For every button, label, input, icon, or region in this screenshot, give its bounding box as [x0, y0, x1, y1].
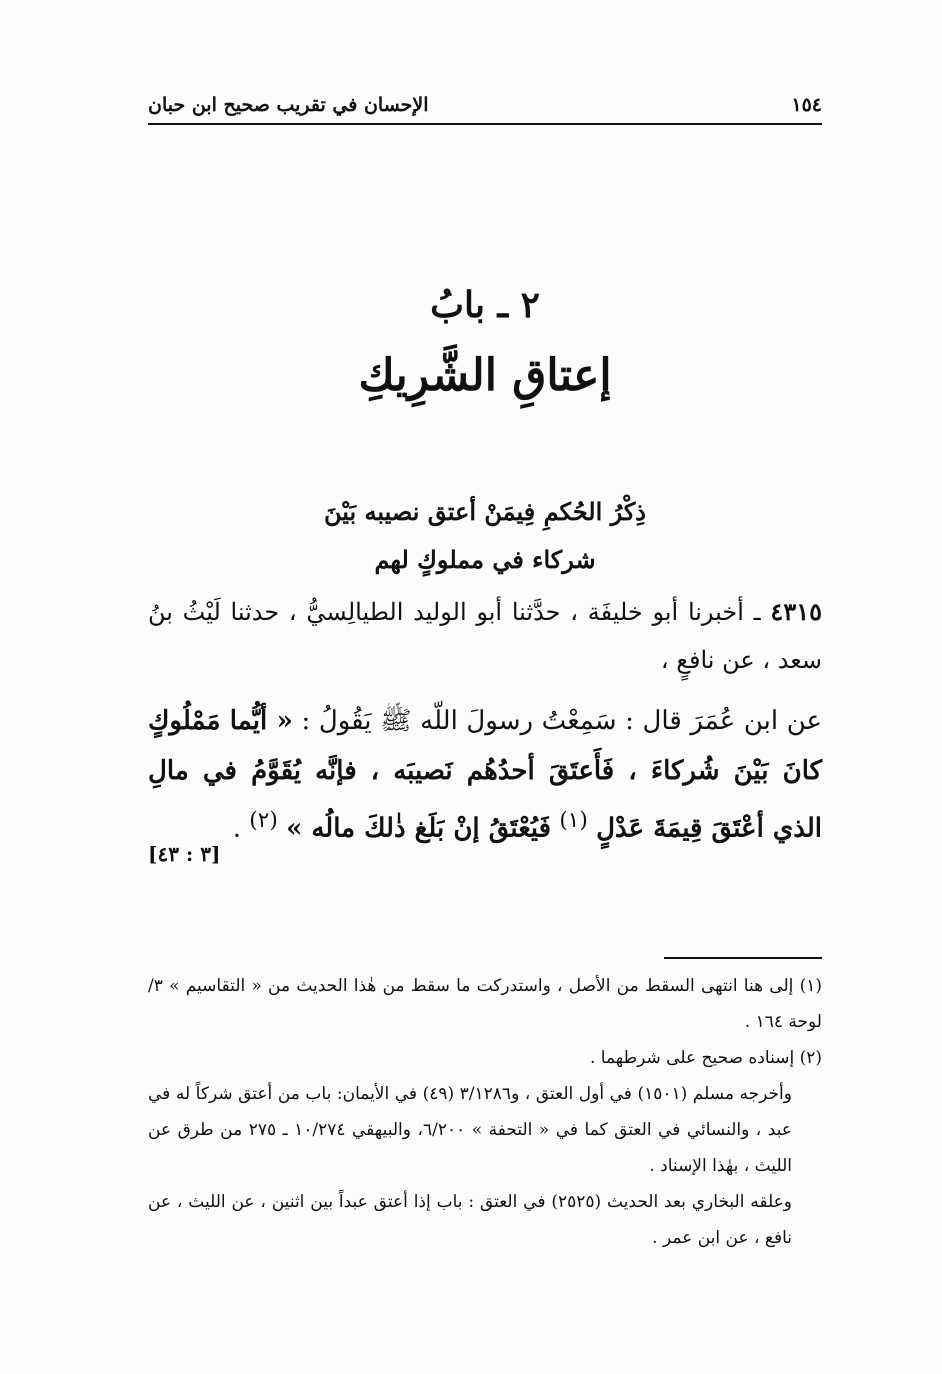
- section-heading-line-1: ذِكْرُ الحُكمِ فِيمَنْ أعتق نصيبه بَيْنَ: [324, 497, 646, 526]
- footnotes: [148, 968, 822, 1256]
- hadith-period: .: [232, 813, 241, 844]
- page-number: ١٥٤: [791, 94, 822, 116]
- hadith-quote: « أيُّما مَمْلُوكٍ كانَ بَيْنَ شُركاءَ ، فَأَعتَقَ أحدُهُم نَصيبَه ، فإنَّه يُقَوَّمُ في مالِ الذي أعْتَقَ قِيمَةَ عَدْلٍ: [148, 706, 822, 844]
- hadith-narrator: عن ابن عُمَرَ قال : سَمِعْتُ رسولَ اللّه ﷺ يَقُولُ :: [301, 706, 822, 736]
- footnote-marker-2: (٢): [249, 808, 278, 833]
- chapter-number: ٢ ـ بابُ: [430, 284, 540, 326]
- chapter-title: إعتاقِ الشَّرِيكِ: [358, 350, 612, 401]
- hadith-number: ٤٣١٥: [770, 597, 822, 626]
- footnote-2-takhrij-1: وأخرجه مسلم (١٥٠١) في أول العتق ، و٣/١٢٨٦ (٤٩) في الأيمان: باب من أعتق شركاً له في عبد ، والنسائي في العتق كما في « التحفة » ٦/٢٠٠، والبيهقي ١٠/٢٧٤ ـ ٢٧٥ من طرق عن الليث ، بهٰذا الإسناد .: [148, 1084, 792, 1176]
- footnote-marker-1: (١): [559, 808, 588, 833]
- running-head: [148, 84, 822, 116]
- footnote-1: (١) إلى هنا انتهى السقط من الأصل ، واستدركت ما سقط من هٰذا الحديث من « التقاسيم » ٣/لوحة ١٦٤ .: [148, 976, 822, 1032]
- hadith-matn: [148, 696, 822, 854]
- footnote-2-takhrij-2: وعلقه البخاري بعد الحديث (٢٥٢٥) في العتق : باب إذا أعتق عبداً بين اثنين ، عن الليث ، عن نافع ، عن ابن عمر .: [148, 1192, 792, 1248]
- header-rule: [148, 123, 822, 125]
- hadith-chain-text: ـ أخبرنا أبو خليفَة ، حدَّثنا أبو الوليد الطيالِسيُّ ، حدثنا لَيْثُ بنُ سعد ، عن نافعٍ ،: [148, 598, 822, 674]
- section-heading-line-2: شركاء في مملوكٍ لهم: [374, 545, 596, 574]
- hadith-isnad: [148, 588, 822, 684]
- hadith-quote-end: فَيُعْتَقُ إنْ بَلَغ ذٰلكَ مالُه »: [286, 813, 552, 844]
- footnote-2: (٢) إسناده صحيح على شرطهما .: [589, 1048, 822, 1068]
- book-title: الإحسان في تقريب صحيح ابن حبان: [148, 94, 429, 116]
- footnote-rule: [664, 957, 822, 959]
- hadith-reference: [٣ : ٤٣]: [148, 842, 221, 866]
- section-heading: [148, 488, 822, 584]
